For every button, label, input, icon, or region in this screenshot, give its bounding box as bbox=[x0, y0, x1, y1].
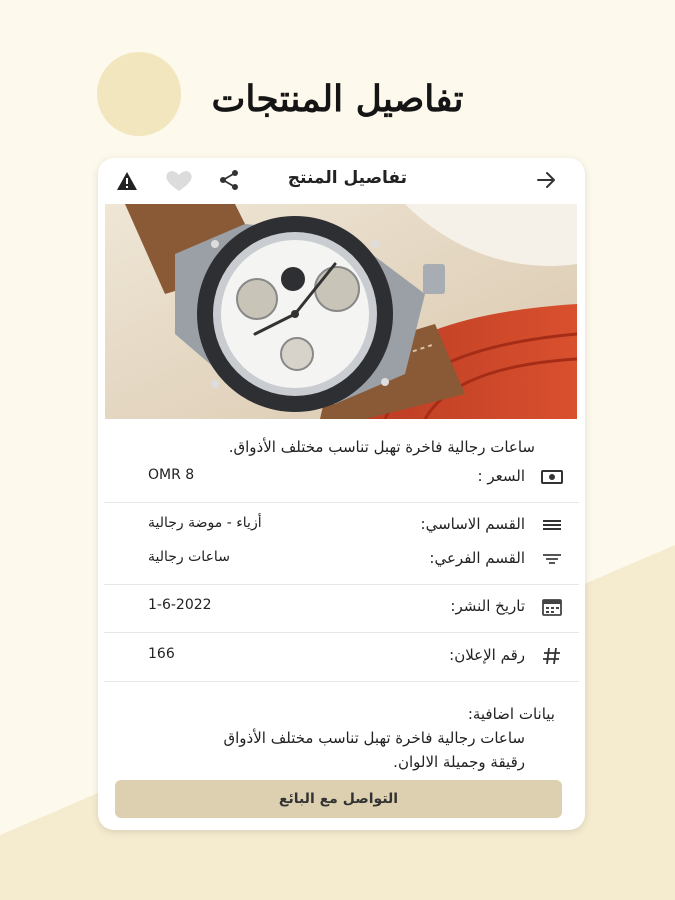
list-icon bbox=[541, 516, 563, 534]
contact-seller-button[interactable]: التواصل مع البائع bbox=[115, 780, 562, 818]
divider bbox=[104, 502, 579, 503]
main-category-value: أزياء - موضة رجالية bbox=[148, 515, 262, 531]
divider bbox=[104, 584, 579, 585]
price-value: OMR 8 bbox=[148, 467, 195, 483]
sub-category-value: ساعات رجالية bbox=[148, 549, 230, 565]
sub-category-row bbox=[98, 548, 585, 572]
product-image bbox=[105, 204, 577, 419]
back-arrow-icon[interactable] bbox=[535, 170, 557, 190]
sub-category-label: القسم الفرعي: bbox=[429, 549, 525, 567]
warning-icon[interactable] bbox=[116, 171, 138, 191]
hash-icon bbox=[541, 647, 563, 665]
publish-date-value: 1-6-2022 bbox=[148, 597, 212, 613]
heart-icon[interactable] bbox=[164, 169, 194, 193]
ad-number-row bbox=[98, 645, 585, 669]
share-icon[interactable] bbox=[218, 169, 240, 191]
product-card bbox=[98, 158, 585, 830]
publish-date-label: تاريخ النشر: bbox=[450, 597, 525, 615]
calendar-icon bbox=[541, 598, 563, 616]
filter-list-icon bbox=[541, 550, 563, 568]
screen-title: تفاصيل المنتج bbox=[287, 168, 407, 188]
extra-info-body: ساعات رجالية فاخرة تهبل تناسب مختلف الأذواق رقيقة وجميلة الالوان. bbox=[223, 729, 525, 771]
product-description: ساعات رجالية فاخرة تهبل تناسب مختلف الأذواق. bbox=[228, 438, 535, 456]
divider bbox=[104, 681, 579, 682]
extra-info-title: بيانات اضافية: bbox=[467, 705, 555, 723]
money-icon bbox=[541, 468, 563, 486]
divider bbox=[104, 632, 579, 633]
price-row bbox=[98, 466, 585, 490]
ad-number-label: رقم الإعلان: bbox=[449, 646, 525, 664]
top-bar bbox=[98, 158, 585, 202]
main-category-label: القسم الاساسي: bbox=[420, 515, 525, 533]
publish-date-row bbox=[98, 596, 585, 620]
page-headline: تفاصيل المنتجات bbox=[211, 78, 464, 120]
price-label: السعر : bbox=[477, 467, 525, 485]
ad-number-value: 166 bbox=[148, 646, 175, 662]
main-category-row bbox=[98, 514, 585, 538]
